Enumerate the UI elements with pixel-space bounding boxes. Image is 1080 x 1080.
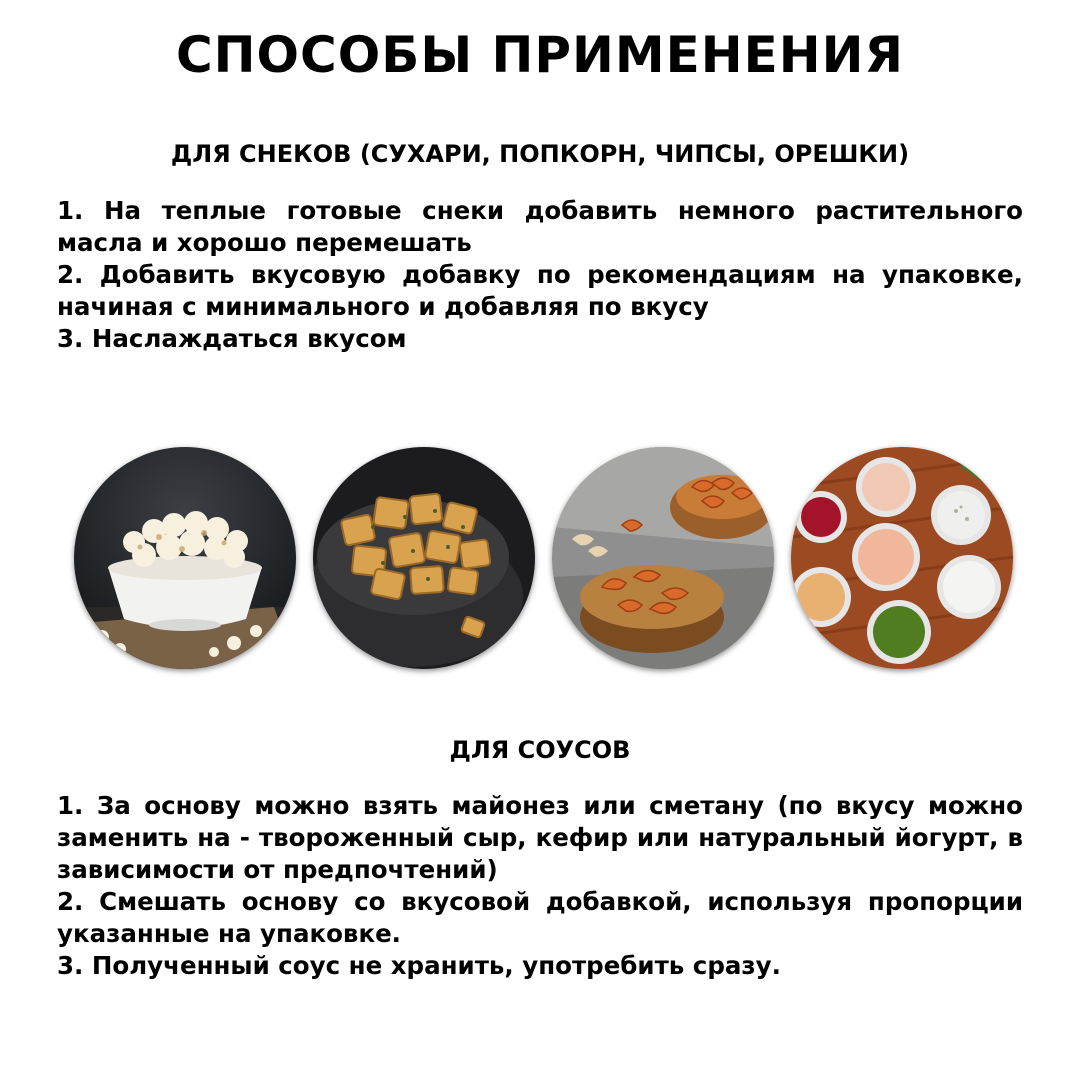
sauces-step-1: 1. За основу можно взять майонез или сметану (по вкусу можно заменить на - твороженный сыр, кефир или натуральный йогурт, в зависимости от предпочтений) <box>57 791 1023 884</box>
sauces-step-2: 2. Смешать основу со вкусовой добавкой, используя пропорции указанные на упаковке. <box>57 887 1023 948</box>
nuts-photo <box>552 447 774 669</box>
popcorn-photo <box>74 447 296 669</box>
snacks-steps <box>57 195 1023 355</box>
sauces-steps <box>57 790 1023 982</box>
sauces-step-3: 3. Полученный соус не хранить, употребить сразу. <box>57 951 781 980</box>
sauces-photo <box>791 447 1013 669</box>
page-title: СПОСОБЫ ПРИМЕНЕНИЯ <box>175 26 904 84</box>
snacks-heading: ДЛЯ СНЕКОВ (СУХАРИ, ПОПКОРН, ЧИПСЫ, ОРЕШКИ) <box>170 140 910 168</box>
sauces-heading: ДЛЯ СОУСОВ <box>449 736 631 764</box>
croutons-photo <box>313 447 535 669</box>
snacks-step-3: 3. Наслаждаться вкусом <box>57 324 407 353</box>
snacks-step-1: 1. На теплые готовые снеки добавить немного растительного масла и хорошо перемешать <box>57 196 1023 257</box>
snacks-step-2: 2. Добавить вкусовую добавку по рекомендациям на упаковке, начиная с минимального и добавляя по вкусу <box>57 260 1023 321</box>
